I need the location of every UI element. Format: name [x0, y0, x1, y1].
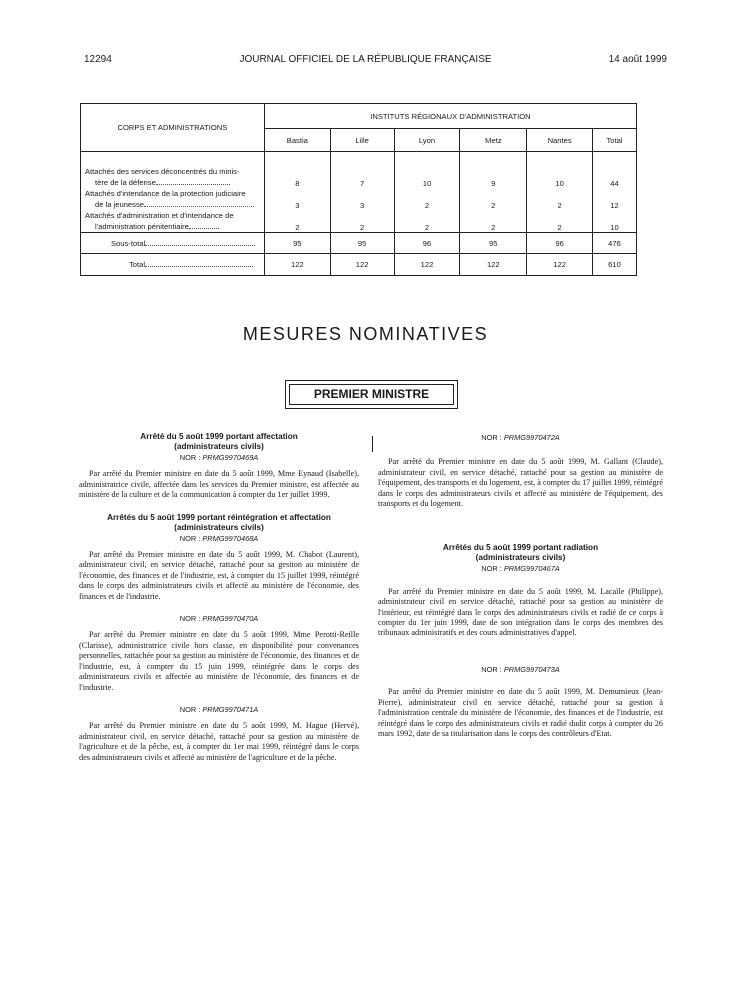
nor-prefix: NOR :: [179, 704, 203, 714]
issue-date: 14 août 1999: [608, 54, 667, 65]
ministry-title: PREMIER MINISTRE: [289, 384, 454, 405]
table-group-label: INSTITUTS RÉGIONAUX D'ADMINISTRATION: [264, 104, 636, 129]
table-cell: 12: [593, 188, 637, 210]
table-cell: 122: [527, 254, 593, 276]
column-header: Metz: [460, 129, 527, 152]
article-subtitle: (administrateurs civils): [174, 442, 264, 451]
section-heading: MESURES NOMINATIVES: [242, 324, 489, 344]
nor-code: PRMG9970467A: [503, 564, 560, 574]
column-header: Lille: [330, 129, 394, 152]
nor-code: PRMG9970472A: [503, 433, 560, 442]
table-corner-label: CORPS ET ADMINISTRATIONS: [81, 104, 265, 152]
table-row: [81, 188, 637, 210]
nor-reference: [378, 665, 663, 675]
table-cell: 2: [264, 210, 330, 233]
table-cell: 2: [460, 188, 527, 210]
nor-reference: [79, 705, 359, 715]
nor-prefix: NOR :: [179, 533, 203, 543]
table-row: [81, 210, 637, 233]
row-label-line: l'administration pénitentiaire: [95, 221, 189, 231]
table-cell: 95: [264, 233, 330, 254]
nor-reference: [79, 614, 359, 624]
table-cell: 2: [460, 210, 527, 233]
table-cell: 10: [394, 152, 460, 189]
article-text: Par arrêté du Premier ministre en date du 5 août 1999, M. Hague (Hervé), administrateur civil, en service détaché, rattaché pour sa gestion au ministère de l'agriculture et de la pêche, est, à compter du 1er mai 1999, réintégré dans le corps des administrateurs civils et affecté au ministère de l'agriculture et de la pêche.: [79, 721, 359, 762]
subtotal-label: Sous-total: [111, 238, 146, 248]
table-cell: 2: [330, 210, 394, 233]
table-cell: 2: [527, 188, 593, 210]
nor-prefix: NOR :: [481, 664, 504, 674]
article-title: Arrêtés du 5 août 1999 portant réintégration et affectation: [107, 512, 331, 522]
nor-prefix: NOR :: [481, 433, 504, 442]
row-label-line: Attachés d'administration et d'intendance de: [85, 211, 234, 220]
table-cell: 2: [394, 210, 460, 233]
article-text: Par arrêté du Premier ministre en date du 5 août 1999, Mme Perotti-Reille (Clarisse), administratrice civile hors classe, en disponibilité pour convenances personnelles, rattachée pour sa gestion au ministère de l'économie, des finances et de l'industrie, est, à compter du 15 juin 1999, réintégrée dans le corps des administrateurs civils et affectée au ministère de l'économie, des finances et de l'industrie.: [79, 630, 359, 692]
table-cell: 2: [394, 188, 460, 210]
left-column: [79, 432, 359, 775]
article-text: Par arrêté du Premier ministre en date du 5 août 1999, M. Gallant (Claude), administrateur civil, en service détaché, rattaché pour sa gestion au ministère de l'équipement, des transports et du logement, est, à compter du 17 juillet 1999, réintégré dans le corps des administrateurs civils et affecté au ministère de l'équipement, des transports et du logement.: [378, 457, 664, 509]
total-row: [81, 254, 637, 276]
table-row: [81, 152, 637, 189]
page-number: 12294: [84, 54, 112, 65]
column-header: Lyon: [394, 129, 460, 152]
table-cell: 122: [460, 254, 527, 276]
row-label-line: tère de la défense: [95, 177, 156, 187]
table-cell: 10: [593, 210, 637, 233]
table-cell: 122: [330, 254, 394, 276]
ministry-box: [285, 380, 458, 409]
right-column: [378, 432, 663, 751]
row-label-line: de la jeunesse: [95, 199, 144, 209]
corps-table: [80, 103, 637, 276]
table-cell: 476: [593, 233, 637, 254]
column-header: Bastia: [264, 129, 330, 152]
article-text: Par arrêté du Premier ministre en date du 5 août 1999, M. Chabot (Laurent), administrateur civil, en service détaché, rattaché pour sa gestion au ministère de l'économie, des finances et de l'industrie, est, à compter du 15 juillet 1999, réintégré dans le corps des administrateurs civils et affecté au ministère de l'économie, des finances et de l'industrie.: [79, 550, 359, 601]
subtotal-row: [81, 233, 637, 254]
nor-reference: [79, 453, 359, 463]
table-cell: 3: [264, 188, 330, 210]
table-cell: 3: [330, 188, 394, 210]
table-cell: 96: [394, 233, 460, 254]
row-label-line: Attachés d'intendance de la protection judiciaire: [85, 189, 246, 198]
nor-code: PRMG9970473A: [503, 664, 560, 674]
table-cell: 8: [264, 152, 330, 189]
nor-reference: [79, 534, 359, 544]
article-title: Arrêté du 5 août 1999 portant affectation: [140, 432, 298, 441]
nor-prefix: NOR :: [179, 614, 203, 624]
total-label: Total: [129, 260, 146, 270]
nor-code: PRMG9970470A: [202, 614, 259, 624]
nor-code: PRMG9970468A: [202, 533, 259, 543]
column-header: Total: [593, 129, 637, 152]
table-cell: 122: [394, 254, 460, 276]
article-title: Arrêtés du 5 août 1999 portant radiation: [442, 543, 599, 553]
table-cell: 44: [593, 152, 637, 189]
table-cell: 7: [330, 152, 394, 189]
table-cell: 10: [527, 152, 593, 189]
table-cell: 9: [460, 152, 527, 189]
article-text: Par arrêté du Premier ministre en date du 5 août 1999, Mme Eynaud (Isabelle), administratrice civile, affectée dans les services du Premier ministre, est affectée au ministère de la culture et de la communication à compter du 1er juillet 1999.: [79, 469, 359, 500]
table-cell: 95: [460, 233, 527, 254]
table-cell: 96: [527, 233, 593, 254]
table-cell: 2: [527, 210, 593, 233]
nor-reference: [378, 564, 663, 574]
nor-code: PRMG9970469A: [202, 453, 259, 462]
column-divider: [372, 436, 373, 452]
nor-reference: [378, 433, 663, 443]
article-text: Par arrêté du Premier ministre en date du 5 août 1999, M. Demumieux (Jean-Pierre), administrateur civil en service détaché, rattaché pour sa gestion à l'administration centrale du ministère de l'économie, des finances et de l'industrie, est réintégré dans le corps des administrateurs civils et radié dudit corps à compter du 26 mars 1992, date de sa titularisation dans le corps des contrôleurs d'Etat.: [378, 687, 663, 738]
article-subtitle: (administrateurs civils): [475, 553, 566, 563]
nor-prefix: NOR :: [179, 453, 203, 462]
table-cell: 122: [264, 254, 330, 276]
article-subtitle: (administrateurs civils): [174, 522, 264, 532]
table-cell: 95: [330, 233, 394, 254]
journal-title: JOURNAL OFFICIEL DE LA RÉPUBLIQUE FRANÇAISE: [239, 54, 492, 65]
article-text: Par arrêté du Premier ministre en date du 5 août 1999, M. Lacaïle (Philippe), administrateur civil en service détaché, rattaché pour sa gestion au ministère de l'intérieur, est réintégré dans le corps des administrateurs civils et radié de ce corps à compter du 1er juin 1999, date de son intégration dans le corps des membres des tribunaux administratifs et des cours administratives d'appel.: [378, 586, 663, 638]
nor-prefix: NOR :: [481, 564, 504, 574]
row-label-line: Attachés des services déconcentrés du minis-: [85, 167, 240, 176]
table-cell: 610: [593, 254, 637, 276]
nor-code: PRMG9970471A: [202, 704, 259, 714]
column-header: Nantes: [527, 129, 593, 152]
